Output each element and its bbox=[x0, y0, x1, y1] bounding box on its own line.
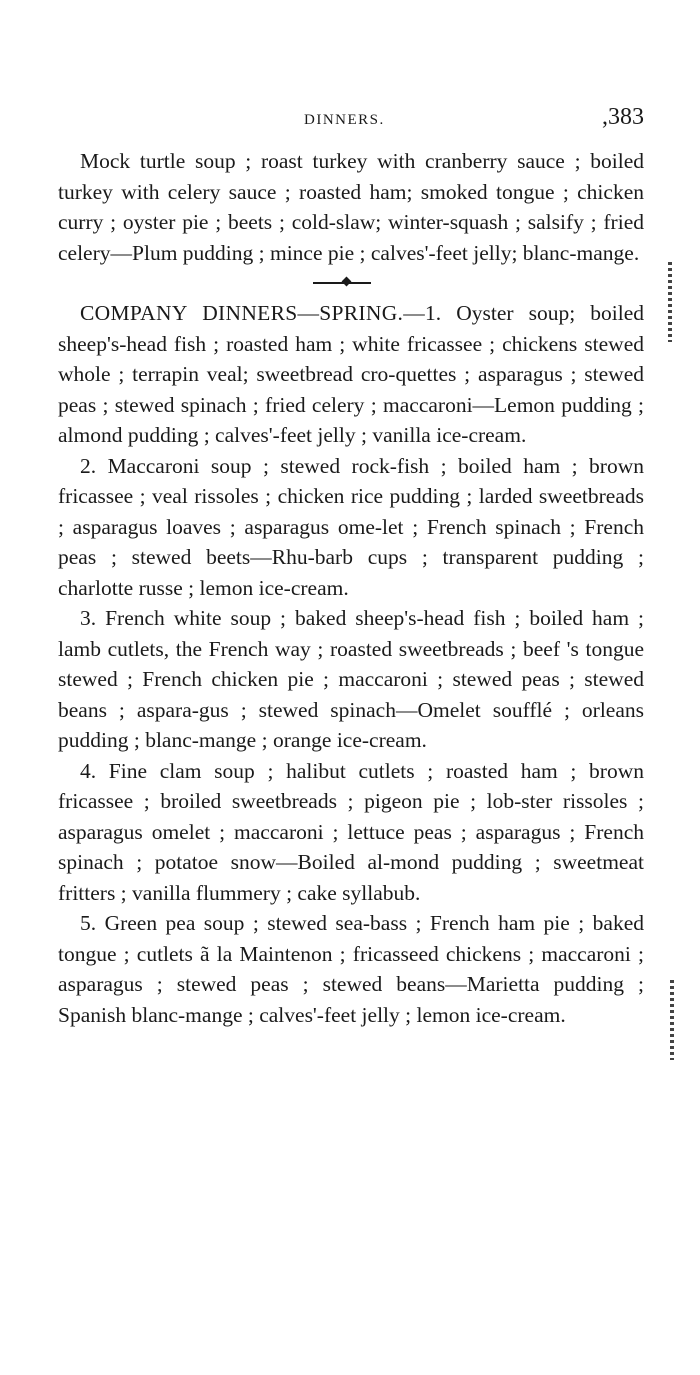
running-title: DINNERS. bbox=[304, 112, 385, 128]
winter-dinner-paragraph: Mock turtle soup ; roast turkey with cranberry sauce ; boiled turkey with celery sauce ; roasted ham; smoked tongue ; chicken curry ; oyster pie ; beets ; cold-slaw; winter-squash ; salsify ; fried celery—Plum pudding ; mince pie ; calves'-feet jelly; blanc-mange. bbox=[58, 149, 644, 265]
section-divider bbox=[58, 268, 644, 298]
margin-mark-top bbox=[668, 262, 672, 342]
section-heading: COMPANY DINNERS—SPRING.— bbox=[80, 301, 426, 325]
book-page bbox=[58, 100, 644, 1030]
menu-entry-5: 5. Green pea soup ; stewed sea-bass ; French ham pie ; baked tongue ; cutlets ã la Maintenon ; fricasseed chickens ; maccaroni ; asparagus ; stewed peas ; stewed beans—Marietta pudding ; Spanish blanc-mange ; calves'-feet jelly ; lemon ice-cream. bbox=[58, 911, 644, 1027]
menu-entry-3: 3. French white soup ; baked sheep's-head fish ; boiled ham ; lamb cutlets, the French way ; roasted sweetbreads ; beef 's tongue stewed ; French chicken pie ; maccaroni ; stewed peas ; stewed beans ; aspara-gus ; stewed spinach—Omelet soufflé ; orleans pudding ; blanc-mange ; orange ice-cream. bbox=[58, 606, 644, 752]
divider-diamond-icon bbox=[342, 277, 352, 287]
menu-entry-1-text: 1. Oyster soup; boiled sheep's-head fish ; roasted ham ; white fricassee ; chickens stewed whole ; terrapin veal; sweetbread cro-quettes ; asparagus ; stewed peas ; stewed spinach ; fried celery ; maccaroni—Lemon pudding ; almond pudding ; calves'-feet jelly ; vanilla ice-cream. bbox=[58, 301, 644, 447]
menu-entry-1 bbox=[58, 298, 644, 451]
menu-entry-2: 2. Maccaroni soup ; stewed rock-fish ; boiled ham ; brown fricassee ; veal rissoles ; chicken rice pudding ; larded sweetbreads ; asparagus loaves ; asparagus ome-let ; French spinach ; French peas ; stewed beets—Rhu-barb cups ; transparent pudding ; charlotte russe ; lemon ice-cream. bbox=[58, 453, 644, 600]
menu-entry-4: 4. Fine clam soup ; halibut cutlets ; roasted ham ; brown fricassee ; broiled sweetbreads ; pigeon pie ; lob-ster rissoles ; asparagus omelet ; maccaroni ; lettuce peas ; asparagus ; French spinach ; potatoe snow—Boiled al-mond pudding ; sweetmeat fritters ; vanilla flummery ; cake syllabub. bbox=[58, 758, 644, 905]
margin-mark-bottom bbox=[670, 980, 674, 1060]
running-head bbox=[58, 100, 644, 140]
page-number: ,383 bbox=[602, 104, 644, 130]
body-text bbox=[58, 146, 644, 1030]
